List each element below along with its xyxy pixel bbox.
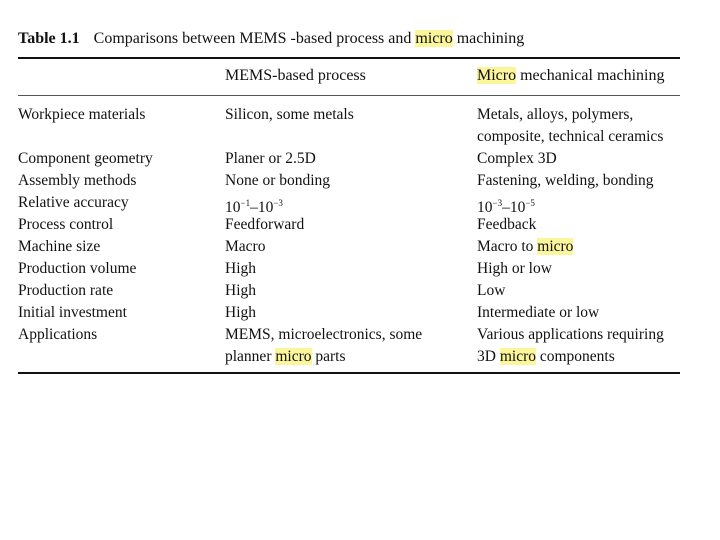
row-label: Assembly methods <box>18 172 137 189</box>
row-label: Machine size <box>18 238 101 255</box>
mems-cell: Silicon, some metals <box>225 106 354 123</box>
micro-cell: Feedback <box>477 216 537 233</box>
top-rule <box>18 57 680 59</box>
header-rule <box>18 95 680 96</box>
row-label: Production volume <box>18 260 137 277</box>
table-number: Table 1.1 <box>18 30 80 47</box>
micro-cell: 3D micro components <box>477 348 615 365</box>
mems-cell: Feedforward <box>225 216 305 233</box>
mems-cell: MEMS, microelectronics, some <box>225 326 423 343</box>
header-micro: Micro mechanical machining <box>477 67 665 84</box>
row-label: Workpiece materials <box>18 106 146 123</box>
row-label: Component geometry <box>18 150 153 167</box>
micro-cell: Complex 3D <box>477 150 557 167</box>
micro-cell: Fastening, welding, bonding <box>477 172 654 189</box>
table-caption <box>18 30 524 48</box>
mems-cell: Macro <box>225 238 266 255</box>
header-mems: MEMS-based process <box>225 67 366 84</box>
row-label: Applications <box>18 326 98 343</box>
micro-cell: composite, technical ceramics <box>477 128 664 145</box>
mems-cell: Planer or 2.5D <box>225 150 316 167</box>
micro-cell: Intermediate or low <box>477 304 600 321</box>
mems-cell: planner micro parts <box>225 348 346 365</box>
micro-cell: High or low <box>477 260 552 277</box>
micro-cell: $10^{-3}-10^{-5}$ <box>477 198 535 216</box>
mems-cell: High <box>225 260 256 277</box>
row-label: Relative accuracy <box>18 194 129 211</box>
micro-cell: Various applications requiring <box>477 326 664 343</box>
bottom-rule <box>18 372 680 374</box>
mems-cell: High <box>225 282 256 299</box>
row-label: Initial investment <box>18 304 127 321</box>
table-title: Comparisons between MEMS -based process and micro machining <box>93 30 525 47</box>
micro-cell: Metals, alloys, polymers, <box>477 106 634 123</box>
mems-cell: $10^{-1}-10^{-3}$ <box>225 198 283 216</box>
row-label: Process control <box>18 216 114 233</box>
mems-cell: High <box>225 304 256 321</box>
micro-cell: Low <box>477 282 506 299</box>
micro-cell: Macro to micro <box>477 238 574 255</box>
mems-cell: None or bonding <box>225 172 331 189</box>
row-label: Production rate <box>18 282 114 299</box>
